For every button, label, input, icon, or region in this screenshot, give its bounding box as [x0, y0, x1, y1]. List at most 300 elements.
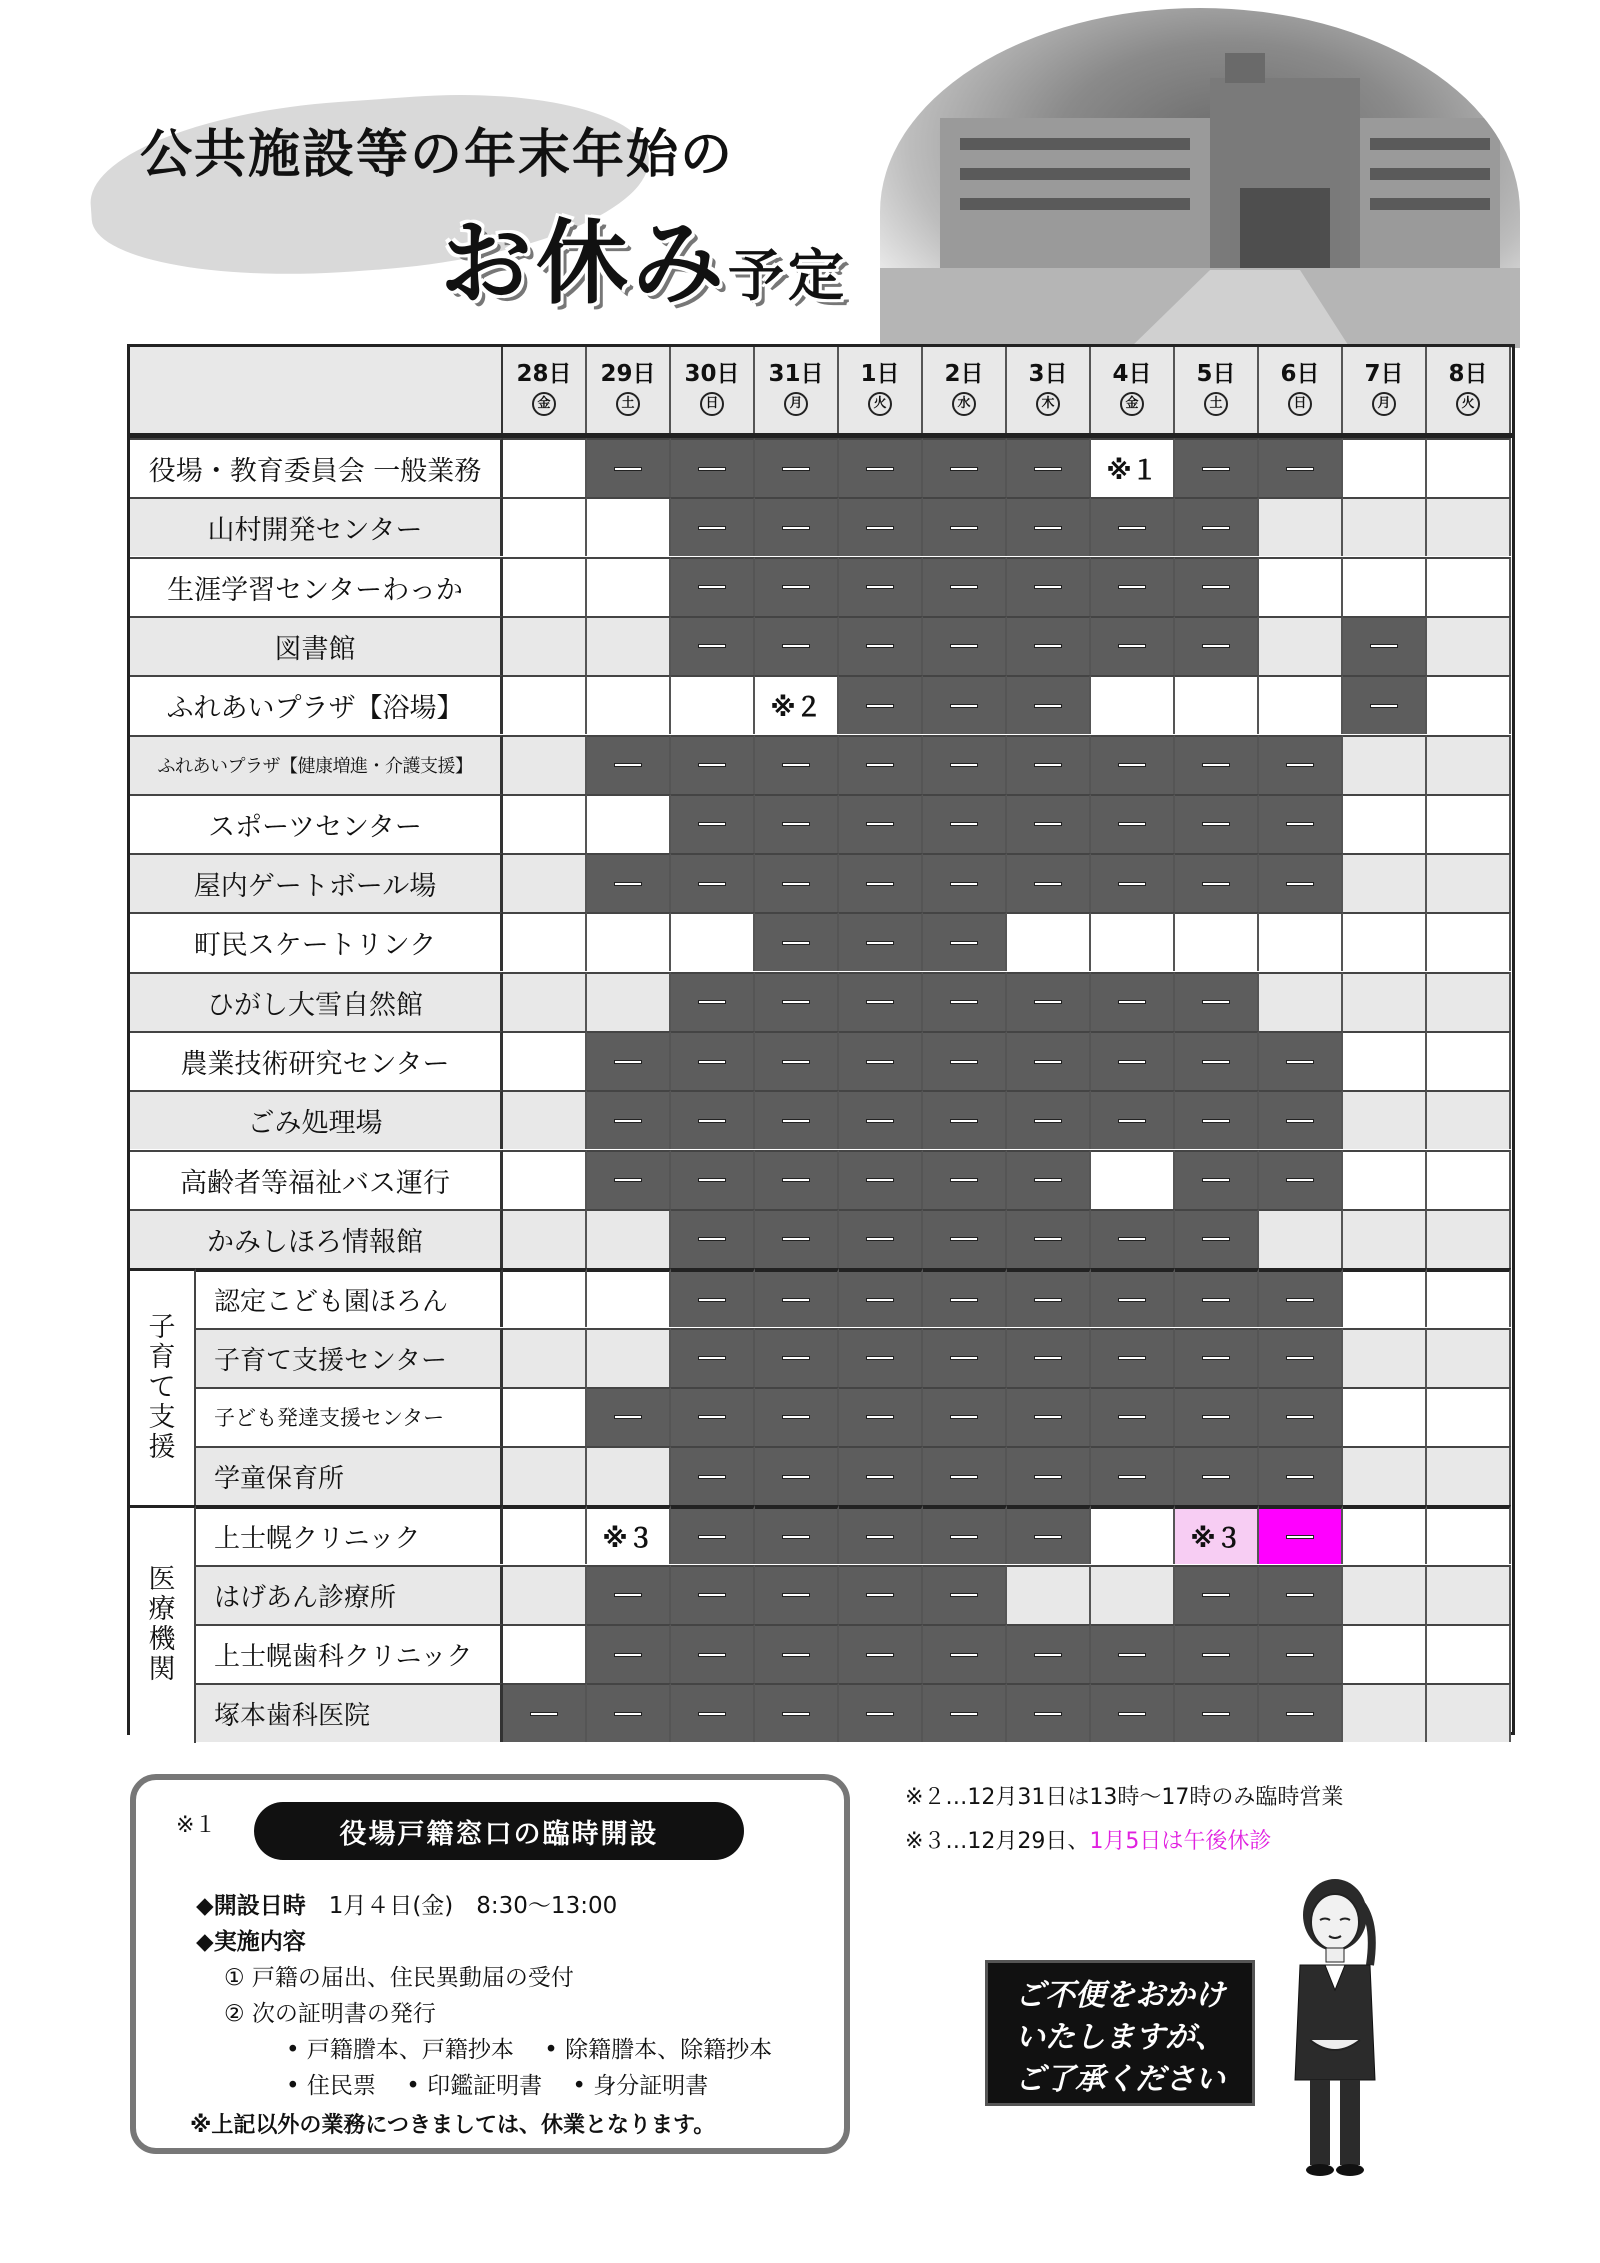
closed-cell: [1007, 1268, 1091, 1327]
open-cell: [503, 1150, 587, 1209]
closed-cell: [671, 1031, 755, 1090]
closed-cell: [1175, 1446, 1259, 1505]
closed-cell: [839, 1328, 923, 1387]
date-header: [755, 347, 839, 433]
facility-name: ひがし大雪自然館: [130, 972, 503, 1031]
closed-cell: [671, 616, 755, 675]
temporary-office-notice: [130, 1774, 850, 2154]
closed-dash-icon: [1286, 1593, 1314, 1597]
closed-dash-icon: [1370, 644, 1398, 648]
open-cell: [1427, 1624, 1511, 1683]
closed-cell: [839, 972, 923, 1031]
open-cell: [503, 1209, 587, 1268]
closed-dash-icon: [1202, 467, 1230, 471]
closed-dash-icon: [1034, 822, 1062, 826]
closed-cell: [587, 1565, 671, 1624]
date-header: [587, 347, 671, 433]
closed-cell: [923, 912, 1007, 971]
open-cell: [1343, 1268, 1427, 1327]
closed-dash-icon: [866, 882, 894, 886]
weekday-badge: 金: [1120, 392, 1144, 416]
facility-name: 屋内ゲートボール場: [130, 853, 503, 912]
closed-cell: [1091, 1090, 1175, 1149]
open-cell: [1091, 1505, 1175, 1564]
closed-dash-icon: [866, 1593, 894, 1597]
weekday-badge: 月: [784, 392, 808, 416]
closed-dash-icon: [782, 1356, 810, 1360]
closed-cell: [1007, 557, 1091, 616]
open-cell: [1427, 735, 1511, 794]
closed-dash-icon: [866, 1119, 894, 1123]
closed-cell: [1259, 1090, 1343, 1149]
closed-cell: [755, 794, 839, 853]
date-label: 30日: [684, 361, 740, 387]
date-label: 31日: [768, 361, 824, 387]
closed-cell: [1091, 616, 1175, 675]
closed-cell: [839, 616, 923, 675]
closed-cell: [1007, 1446, 1091, 1505]
closed-cell: [1007, 853, 1091, 912]
closed-cell: [755, 1150, 839, 1209]
open-cell: [503, 1624, 587, 1683]
page-title: 公共施設等の年末年始の: [140, 125, 735, 185]
closed-cell: [1091, 735, 1175, 794]
closed-cell: [1259, 1150, 1343, 1209]
open-cell: [1007, 912, 1091, 971]
closed-dash-icon: [1202, 526, 1230, 530]
closed-cell: [923, 1150, 1007, 1209]
title-main-text: お休み: [440, 210, 729, 317]
closed-cell: [1259, 1268, 1343, 1327]
closed-dash-icon: [1202, 1237, 1230, 1241]
closed-dash-icon: [950, 1475, 978, 1479]
facility-name: 学童保育所: [196, 1446, 503, 1505]
closed-dash-icon: [614, 467, 642, 471]
closed-dash-icon: [1034, 644, 1062, 648]
closed-cell: [671, 1209, 755, 1268]
closed-dash-icon: [866, 467, 894, 471]
closed-dash-icon: [698, 1712, 726, 1716]
closed-dash-icon: [1118, 1653, 1146, 1657]
open-cell: [1427, 1150, 1511, 1209]
closed-cell: [1175, 794, 1259, 853]
closed-dash-icon: [698, 1356, 726, 1360]
closed-dash-icon: [1202, 1653, 1230, 1657]
apology-line-2: いたしますが、: [1015, 2020, 1225, 2055]
open-cell: [1427, 972, 1511, 1031]
closed-dash-icon: [950, 1535, 978, 1539]
closed-cell: [755, 557, 839, 616]
closed-dash-icon: [1118, 1475, 1146, 1479]
open-cell: [1427, 438, 1511, 497]
open-cell: [503, 1565, 587, 1624]
closed-dash-icon: [782, 941, 810, 945]
closed-dash-icon: [1034, 1712, 1062, 1716]
closed-dash-icon: [950, 1356, 978, 1360]
open-cell: [503, 1031, 587, 1090]
closed-dash-icon: [950, 1119, 978, 1123]
closed-cell: [923, 1268, 1007, 1327]
date-header: [839, 347, 923, 433]
closed-cell: [1259, 794, 1343, 853]
closed-cell: [839, 1031, 923, 1090]
closed-cell: [839, 497, 923, 556]
closed-cell: [923, 557, 1007, 616]
note-mark: ※３: [602, 1524, 654, 1555]
note-cell: [1175, 1505, 1259, 1564]
closed-cell: [587, 853, 671, 912]
closed-cell: [839, 912, 923, 971]
closed-cell: [1007, 1031, 1091, 1090]
closed-cell: [755, 1387, 839, 1446]
closed-dash-icon: [614, 1593, 642, 1597]
open-cell: [503, 853, 587, 912]
closed-dash-icon: [1202, 882, 1230, 886]
weekday-badge: 水: [952, 392, 976, 416]
closed-cell: [1259, 1624, 1343, 1683]
closed-cell: [755, 912, 839, 971]
closed-cell: [839, 1683, 923, 1742]
group-name: 医療機関: [148, 1564, 176, 1686]
group-label: [130, 1505, 196, 1742]
closed-dash-icon: [698, 1000, 726, 1004]
open-cell: [1343, 1031, 1427, 1090]
facility-name: 役場・教育委員会 一般業務: [130, 438, 503, 497]
closed-cell: [671, 1268, 755, 1327]
closed-dash-icon: [782, 1712, 810, 1716]
open-cell: [1343, 1683, 1427, 1742]
open-cell: [1427, 1031, 1511, 1090]
closed-cell: [1259, 1446, 1343, 1505]
closed-dash-icon: [950, 467, 978, 471]
closed-dash-icon: [866, 1178, 894, 1182]
footnote-3: [905, 1824, 1271, 1855]
date-label: 28日: [516, 361, 572, 387]
closed-dash-icon: [782, 1119, 810, 1123]
weekday-badge: 火: [868, 392, 892, 416]
closed-dash-icon: [614, 1178, 642, 1182]
closed-cell: [755, 1624, 839, 1683]
closed-dash-icon: [1286, 1356, 1314, 1360]
closed-cell: [1175, 1387, 1259, 1446]
open-cell: [1259, 497, 1343, 556]
closed-cell: [923, 497, 1007, 556]
closed-dash-icon: [782, 1653, 810, 1657]
closed-dash-icon: [1034, 1178, 1062, 1182]
closed-cell: [755, 853, 839, 912]
open-cell: [1343, 1446, 1427, 1505]
closed-cell: [1175, 1624, 1259, 1683]
closed-cell: [1175, 972, 1259, 1031]
closed-dash-icon: [1118, 822, 1146, 826]
closed-cell: [1091, 794, 1175, 853]
footnote-2: ※２…12月31日は13時～17時のみ臨時営業: [905, 1785, 1344, 1810]
facility-name: 山村開発センター: [130, 497, 503, 556]
closed-dash-icon: [698, 1653, 726, 1657]
facility-name: 認定こども園ほろん: [196, 1268, 503, 1327]
closed-dash-icon: [782, 1593, 810, 1597]
closed-cell: [923, 735, 1007, 794]
closed-cell: [755, 1268, 839, 1327]
open-cell: [503, 616, 587, 675]
closed-cell: [671, 1387, 755, 1446]
open-cell: [1343, 912, 1427, 971]
closed-dash-icon: [614, 1653, 642, 1657]
table-header-corner: [130, 347, 503, 433]
town-hall-photo: [880, 8, 1520, 348]
date-header: [923, 347, 1007, 433]
open-cell: [1343, 735, 1427, 794]
closed-cell: [1175, 1090, 1259, 1149]
closed-dash-icon: [530, 1712, 558, 1716]
group-label: [130, 1268, 196, 1505]
closed-cell: [671, 1624, 755, 1683]
open-cell: [587, 912, 671, 971]
date-label: 29日: [600, 361, 656, 387]
closed-cell: [923, 972, 1007, 1031]
closed-cell: [1007, 1150, 1091, 1209]
open-cell: [503, 735, 587, 794]
facility-name: かみしほろ情報館: [130, 1209, 503, 1268]
date-header: [1343, 347, 1427, 433]
closed-cell: [923, 1328, 1007, 1387]
apology-line-1: ご不便をおかけ: [1015, 1978, 1225, 2013]
closed-cell: [1007, 1328, 1091, 1387]
closed-cell: [1175, 438, 1259, 497]
open-cell: [1427, 794, 1511, 853]
closed-dash-icon: [1286, 1653, 1314, 1657]
closed-dash-icon: [866, 1000, 894, 1004]
closed-cell: [1007, 1090, 1091, 1149]
closed-dash-icon: [1034, 467, 1062, 471]
closed-dash-icon: [1286, 822, 1314, 826]
closed-dash-icon: [950, 1000, 978, 1004]
closed-cell: [1175, 735, 1259, 794]
closed-cell: [671, 1446, 755, 1505]
closed-dash-icon: [1202, 1178, 1230, 1182]
weekday-badge: 月: [1372, 392, 1396, 416]
closed-cell: [1343, 675, 1427, 734]
closed-cell: [1091, 1683, 1175, 1742]
closed-cell: [1175, 1328, 1259, 1387]
open-cell: [1427, 1565, 1511, 1624]
facility-name: スポーツセンター: [130, 794, 503, 853]
closed-cell: [923, 1683, 1007, 1742]
closed-cell: [1007, 497, 1091, 556]
closed-dash-icon: [1202, 822, 1230, 826]
weekday-badge: 火: [1456, 392, 1480, 416]
weekday-badge: 金: [532, 392, 556, 416]
open-cell: [503, 794, 587, 853]
open-cell: [1259, 675, 1343, 734]
open-cell: [1343, 438, 1427, 497]
closed-dash-icon: [698, 1298, 726, 1302]
closed-dash-icon: [782, 1178, 810, 1182]
date-header: [1091, 347, 1175, 433]
open-cell: [503, 675, 587, 734]
closed-dash-icon: [1034, 1298, 1062, 1302]
closed-cell: [1007, 972, 1091, 1031]
closed-dash-icon: [698, 526, 726, 530]
closed-cell: [1175, 557, 1259, 616]
date-label: 1日: [860, 361, 900, 387]
closed-cell: [923, 794, 1007, 853]
closed-cell: [503, 1683, 587, 1742]
date-label: 5日: [1196, 361, 1236, 387]
closed-dash-icon: [1034, 882, 1062, 886]
closed-cell: [755, 1565, 839, 1624]
closed-dash-icon: [1202, 1060, 1230, 1064]
note-mark: ※３: [1190, 1524, 1242, 1555]
notice-title: 役場戸籍窓口の臨時開設: [254, 1802, 744, 1860]
closed-dash-icon: [950, 1237, 978, 1241]
closed-dash-icon: [1202, 1712, 1230, 1716]
closed-cell: [1091, 1031, 1175, 1090]
facility-name: 子ども発達支援センター: [196, 1387, 503, 1446]
open-cell: [587, 1328, 671, 1387]
open-cell: [1343, 972, 1427, 1031]
closed-dash-icon: [782, 1535, 810, 1539]
closed-dash-icon: [1202, 1000, 1230, 1004]
open-cell: [1427, 912, 1511, 971]
closed-cell: [1091, 1624, 1175, 1683]
building-illustration: [880, 8, 1520, 348]
facility-name: はげあん診療所: [196, 1565, 503, 1624]
closed-dash-icon: [698, 882, 726, 886]
closed-dash-icon: [698, 585, 726, 589]
open-cell: [1427, 1209, 1511, 1268]
closed-dash-icon: [782, 467, 810, 471]
closed-dash-icon: [950, 1060, 978, 1064]
closed-cell: [671, 853, 755, 912]
open-cell: [1259, 912, 1343, 971]
closed-cell: [671, 735, 755, 794]
open-cell: [587, 497, 671, 556]
open-cell: [1427, 1683, 1511, 1742]
closed-cell: [839, 1446, 923, 1505]
open-cell: [1259, 1209, 1343, 1268]
closed-cell: [755, 616, 839, 675]
open-cell: [1343, 1505, 1427, 1564]
footnote-3-prefix: ※３…12月29日、: [905, 1829, 1090, 1854]
closed-cell: [923, 853, 1007, 912]
closed-cell: [1259, 1031, 1343, 1090]
closed-dash-icon: [1118, 1298, 1146, 1302]
closed-cell: [923, 1624, 1007, 1683]
closed-cell: [671, 1150, 755, 1209]
open-cell: [587, 616, 671, 675]
closed-dash-icon: [1286, 1119, 1314, 1123]
note-mark: ※２: [770, 693, 822, 724]
closed-dash-icon: [950, 585, 978, 589]
closed-dash-icon: [1034, 1060, 1062, 1064]
open-cell: [1343, 557, 1427, 616]
closed-cell: [923, 675, 1007, 734]
closed-dash-icon: [698, 1593, 726, 1597]
footnote-3-highlight: 1月5日は午後休診: [1089, 1829, 1272, 1854]
closed-cell: [755, 735, 839, 794]
closed-cell: [1259, 1387, 1343, 1446]
open-cell: [1091, 1565, 1175, 1624]
closed-cell: [1175, 1031, 1259, 1090]
closed-dash-icon: [866, 1356, 894, 1360]
closed-dash-icon: [782, 1298, 810, 1302]
closed-dash-icon: [1118, 1712, 1146, 1716]
closed-dash-icon: [950, 1653, 978, 1657]
closed-dash-icon: [782, 1475, 810, 1479]
closed-cell: [923, 1565, 1007, 1624]
facility-name: 町民スケートリンク: [130, 912, 503, 971]
closed-dash-icon: [866, 1298, 894, 1302]
closed-cell: [755, 438, 839, 497]
closed-dash-icon: [698, 644, 726, 648]
closed-cell: [1007, 616, 1091, 675]
closed-dash-icon: [1118, 882, 1146, 886]
weekday-badge: 土: [1204, 392, 1228, 416]
closed-dash-icon: [866, 1060, 894, 1064]
closed-cell: [1259, 1683, 1343, 1742]
notice-body: [196, 1888, 772, 2104]
closed-dash-icon: [1286, 1712, 1314, 1716]
closed-dash-icon: [866, 941, 894, 945]
closed-dash-icon: [1202, 1593, 1230, 1597]
woman-figure-icon: [1280, 1870, 1390, 2190]
open-cell: [587, 675, 671, 734]
closed-cell: [1007, 1683, 1091, 1742]
closed-dash-icon: [782, 1060, 810, 1064]
closed-dash-icon: [1286, 1298, 1314, 1302]
open-cell: [503, 972, 587, 1031]
closed-cell: [923, 616, 1007, 675]
closed-cell: [1091, 853, 1175, 912]
facility-name: 上士幌歯科クリニック: [196, 1624, 503, 1683]
date-header: [671, 347, 755, 433]
closed-cell: [923, 1209, 1007, 1268]
closed-dash-icon: [1286, 882, 1314, 886]
closed-cell: [755, 972, 839, 1031]
closed-cell: [1175, 1565, 1259, 1624]
closed-dash-icon: [866, 763, 894, 767]
closed-cell: [1091, 557, 1175, 616]
open-cell: [1427, 1328, 1511, 1387]
facility-name: 高齢者等福祉バス運行: [130, 1150, 503, 1209]
closed-cell: [1091, 1387, 1175, 1446]
open-cell: [1259, 972, 1343, 1031]
closed-cell: [1007, 735, 1091, 794]
open-cell: [1427, 1446, 1511, 1505]
closed-dash-icon: [1034, 1356, 1062, 1360]
closed-cell: [1259, 438, 1343, 497]
closed-dash-icon: [950, 1593, 978, 1597]
closed-dash-icon: [782, 1237, 810, 1241]
closed-dash-icon: [866, 1237, 894, 1241]
closed-cell: [1007, 1505, 1091, 1564]
note-cell: [755, 675, 839, 734]
closed-dash-icon: [1202, 1119, 1230, 1123]
closed-dash-icon: [950, 1178, 978, 1182]
closed-cell: [671, 1505, 755, 1564]
closed-cell: [839, 794, 923, 853]
closed-dash-icon: [866, 1415, 894, 1419]
closed-dash-icon: [1118, 1060, 1146, 1064]
closed-cell: [923, 1090, 1007, 1149]
closed-cell: [755, 1031, 839, 1090]
open-cell: [503, 912, 587, 971]
notice-date-label: ◆開設日時: [196, 1893, 306, 1919]
closed-dash-icon: [698, 1178, 726, 1182]
closed-dash-icon: [1286, 1178, 1314, 1182]
closed-dash-icon: [1034, 526, 1062, 530]
